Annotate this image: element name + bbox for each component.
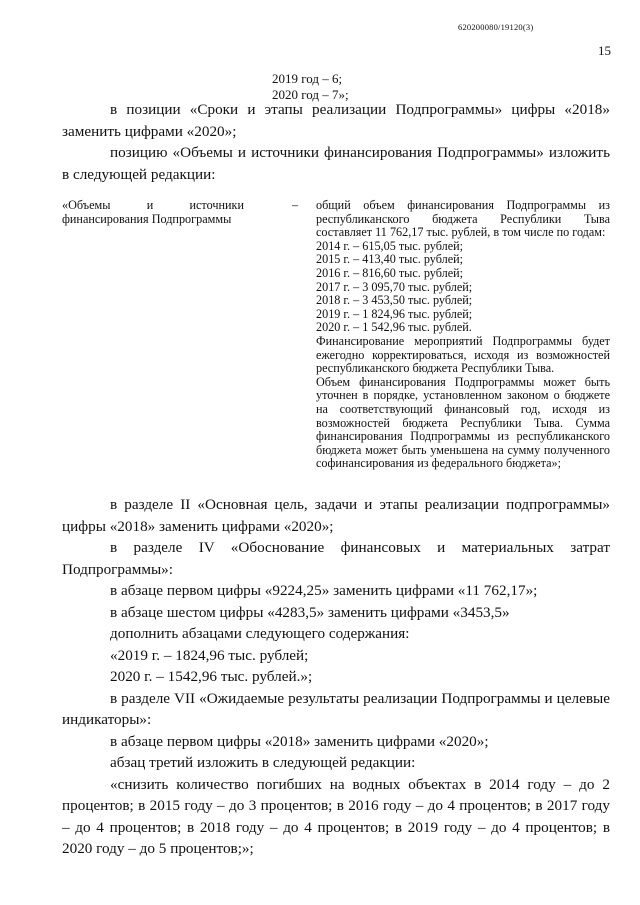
paragraph: в разделе VII «Ожидаемые результаты реализации Подпрограммы и целевые индикаторы»: xyxy=(62,689,610,728)
table-note: Финансирование мероприятий Подпрограммы будет ежегодно корректироваться, исходя из возможностей республиканского бюджета Республики Тыва. xyxy=(316,333,610,376)
paragraph: в позиции «Сроки и этапы реализации Подпрограммы» цифры «2018» заменить цифрами «2020»; xyxy=(62,101,610,140)
paragraph: в абзаце первом цифры «2018» заменить цифрами «2020»; xyxy=(110,732,489,750)
table-year-line: 2020 г. – 1 542,96 тыс. рублей. xyxy=(316,320,472,335)
paragraph: в разделе II «Основная цель, задачи и этапы реализации подпрограммы» цифры «2018» заменить цифрами «2020»; xyxy=(62,496,610,535)
year-line: 2020 год – 7»; xyxy=(272,87,349,102)
table-label: «Объемы и источники финансирования Подпрограммы xyxy=(62,198,244,226)
paragraph: в разделе IV «Обоснование финансовых и материальных затрат Подпрограммы»: xyxy=(62,539,610,578)
bottom-paragraphs xyxy=(62,494,610,860)
year-line: 2019 год – 6; xyxy=(272,71,343,86)
table-note: Объем финансирования Подпрограммы может быть уточнен в порядке, установленном законом о бюджете на соответствующий финансовый год, исходя из возможностей бюджета Республики Тыва. Сумма финансирования Подпрограммы из республиканского бюджета может быть уменьшена на сумму полученного софинансирования из федерального бюджета»; xyxy=(316,374,610,471)
page-number: 15 xyxy=(598,43,611,58)
table-value xyxy=(316,199,610,471)
paragraph: дополнить абзацами следующего содержания: xyxy=(110,625,410,642)
paragraph: в абзаце первом цифры «9224,25» заменить цифрами «11 762,17»; xyxy=(110,582,538,599)
table-year-line: 2019 г. – 1 824,96 тыс. рублей; xyxy=(316,306,473,321)
paragraph: позицию «Объемы и источники финансирования Подпрограммы» изложить в следующей редакции: xyxy=(62,144,610,183)
paragraph: в абзаце шестом цифры «4283,5» заменить цифрами «3453,5» xyxy=(110,603,510,621)
paragraph: абзац третий изложить в следующей редакции: xyxy=(110,754,416,771)
top-paragraphs xyxy=(62,99,610,185)
table-year-line: 2017 г. – 3 095,70 тыс. рублей; xyxy=(316,279,473,294)
table-intro: общий объем финансирования Подпрограммы из республиканского бюджета Республики Тыва составляет 11 762,17 тыс. рублей, в том числе по годам: xyxy=(316,198,610,240)
paragraph: «снизить количество погибших на водных объектах в 2014 году – до 2 процентов; в 2015 году – до 3 процентов; в 2016 году – до 4 процентов; в 2017 году – до 4 процентов; в 2018 году – до 4 процентов; в 2019 году – до 4 процентов; в 2020 году – до 5 процентов;»; xyxy=(62,775,610,857)
document-number: 620200080/19120(3) xyxy=(458,22,534,32)
table-dash: – xyxy=(292,198,299,212)
table-year-line: 2014 г. – 615,05 тыс. рублей; xyxy=(316,238,464,253)
table-year-line: 2016 г. – 816,60 тыс. рублей; xyxy=(316,265,464,280)
table-year-line: 2015 г. – 413,40 тыс. рублей; xyxy=(316,252,464,267)
paragraph: 2020 г. – 1542,96 тыс. рублей.»; xyxy=(110,668,313,685)
table-year-line: 2018 г. – 3 453,50 тыс. рублей; xyxy=(316,293,473,308)
paragraph: «2019 г. – 1824,96 тыс. рублей; xyxy=(110,646,309,664)
